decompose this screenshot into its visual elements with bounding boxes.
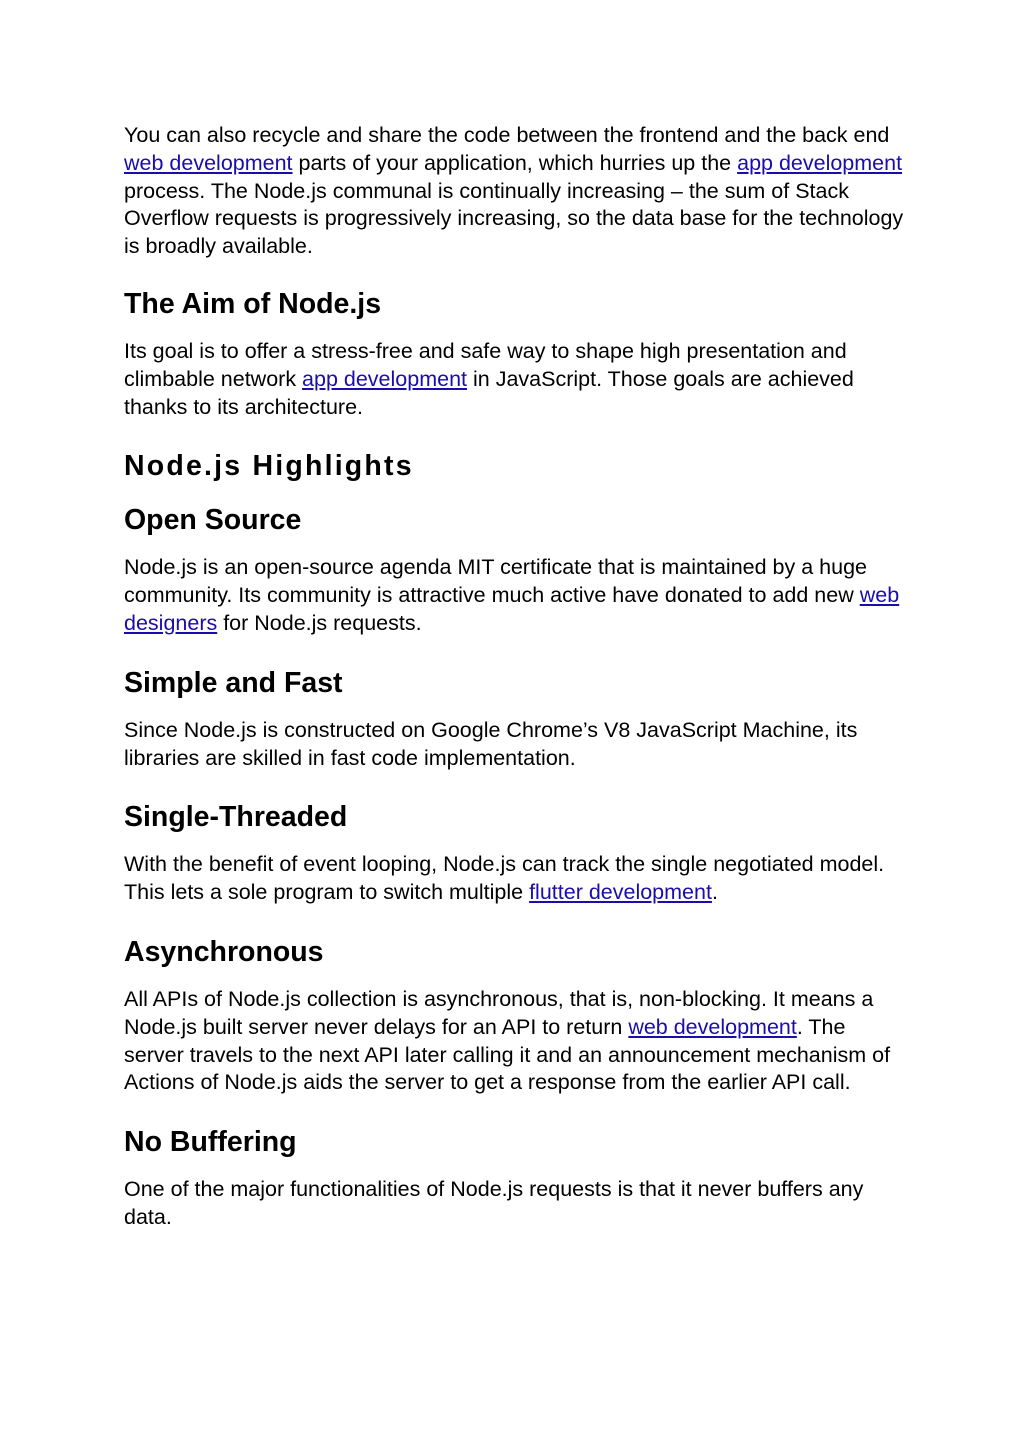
web-designers-link[interactable]: web designers bbox=[124, 583, 900, 635]
asynchronous-text-2: . The server travels to the next API later calling it and an announcement mechanism of Actions of Node.js aids the server to get a response from the earlier API call. bbox=[124, 1014, 891, 1095]
aim-text-2: in JavaScript. Those goals are achieved thanks to its architecture. bbox=[124, 366, 854, 419]
app-development-link[interactable]: app development bbox=[737, 150, 903, 175]
simple-fast-heading: Simple and Fast bbox=[124, 666, 343, 699]
aim-paragraph bbox=[124, 338, 904, 421]
open-source-paragraph bbox=[124, 554, 904, 637]
no-buffering-paragraph: One of the major functionalities of Node.js requests is that it never buffers any data. bbox=[124, 1177, 864, 1229]
simple-fast-paragraph: Since Node.js is constructed on Google Chrome’s V8 JavaScript Machine, its libraries are skilled in fast code implementation. bbox=[124, 717, 858, 770]
app-development-link[interactable]: app development bbox=[302, 366, 468, 391]
asynchronous-paragraph bbox=[124, 986, 904, 1097]
open-source-text-2: for Node.js requests. bbox=[217, 610, 422, 635]
flutter-development-link[interactable]: flutter development bbox=[529, 880, 712, 905]
intro-paragraph bbox=[124, 122, 904, 261]
highlights-heading: Node.js Highlights bbox=[124, 450, 414, 483]
asynchronous-text-1: All APIs of Node.js collection is asynchronous, that is, non-blocking. It means a Node.js built server never delays for an API to return bbox=[124, 986, 874, 1039]
intro-text-1: You can also recycle and share the code between the frontend and the back end bbox=[124, 123, 890, 147]
no-buffering-heading: No Buffering bbox=[124, 1126, 297, 1159]
single-threaded-heading: Single-Threaded bbox=[124, 801, 348, 834]
document-page bbox=[124, 122, 904, 1232]
web-development-link[interactable]: web development bbox=[628, 1014, 797, 1039]
web-development-link[interactable]: web development bbox=[124, 150, 293, 175]
open-source-text-1: Node.js is an open-source agenda MIT certificate that is maintained by a huge community. Its community is attractive much active have donated to add new bbox=[124, 555, 867, 608]
open-source-heading: Open Source bbox=[124, 504, 302, 537]
single-threaded-paragraph bbox=[124, 851, 904, 907]
single-threaded-text-2: . bbox=[711, 880, 718, 905]
intro-text-3: process. The Node.js communal is continually increasing – the sum of Stack Overflow requests is progressively increasing, so the data base for the technology is broadly available. bbox=[124, 178, 904, 259]
single-threaded-text-1: With the benefit of event looping, Node.js can track the single negotiated model. This lets a sole program to switch multiple bbox=[124, 852, 885, 905]
aim-text-1: Its goal is to offer a stress-free and safe way to shape high presentation and climbable network bbox=[124, 338, 847, 391]
aim-heading: The Aim of Node.js bbox=[124, 287, 382, 320]
intro-text-2: parts of your application, which hurries up the bbox=[292, 150, 738, 175]
asynchronous-heading: Asynchronous bbox=[124, 935, 324, 968]
